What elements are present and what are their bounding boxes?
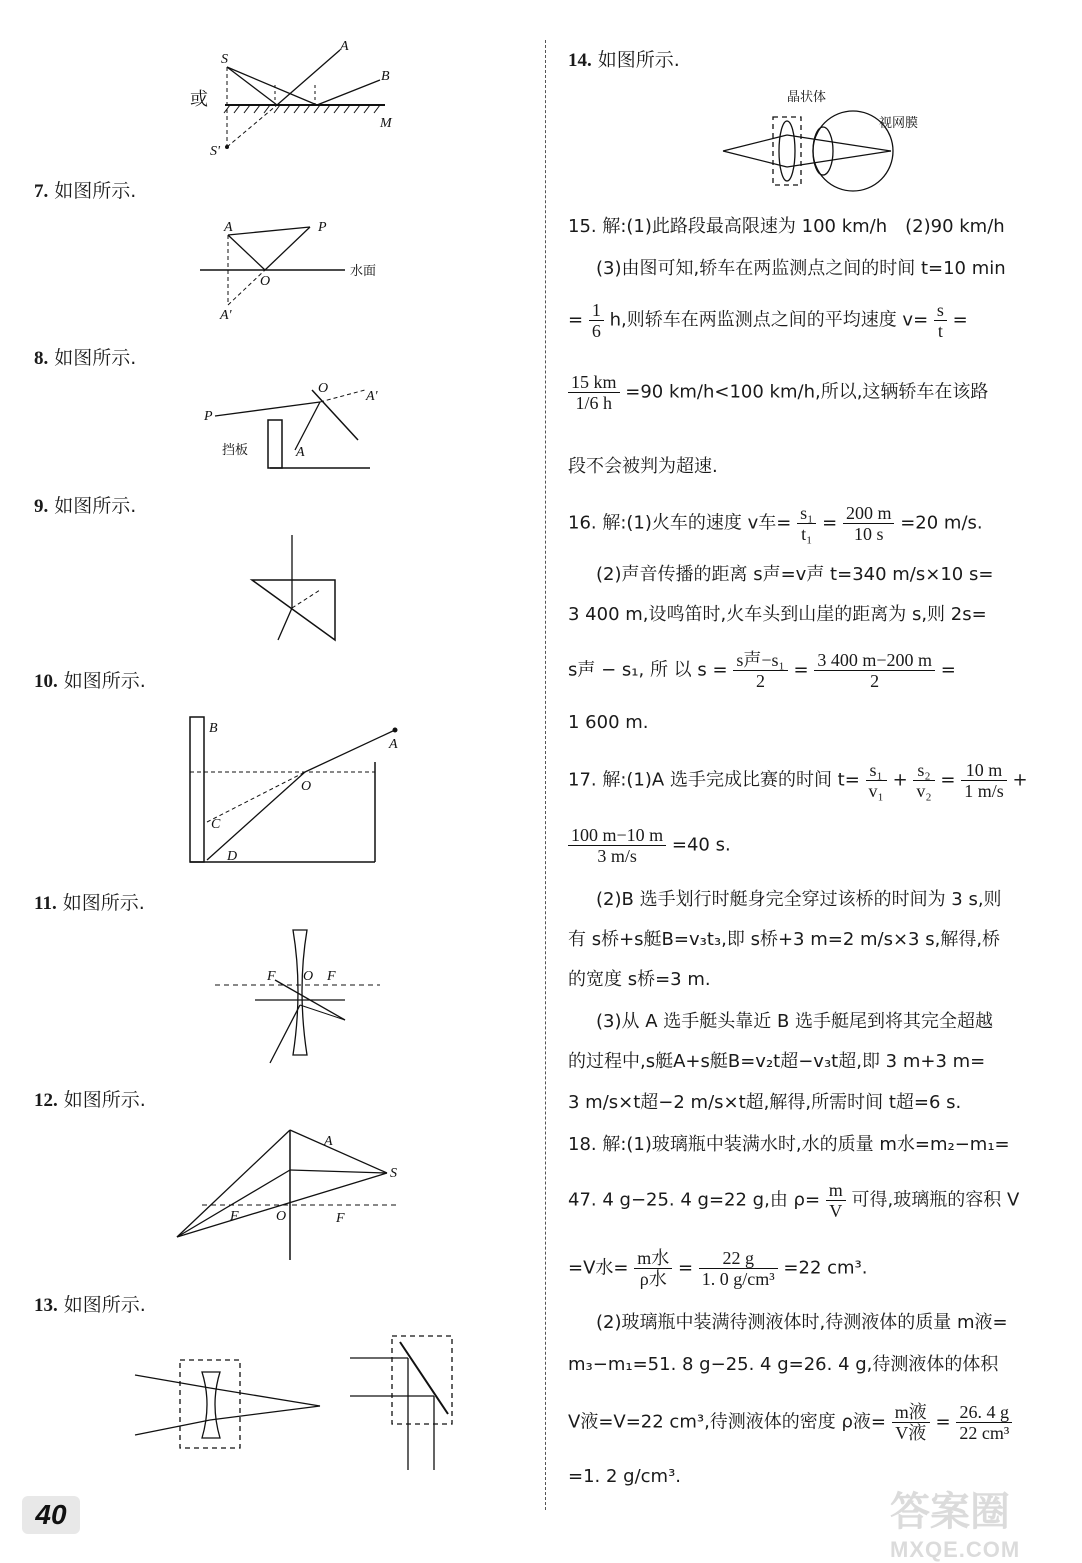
q15-line-5: 段不会被判为超速.: [568, 456, 718, 477]
q11-text: 如图所示.: [62, 892, 145, 914]
q17-line-7: 的过程中,s艇A+s艇B=v₂t超−v₃t超,即 3 m+3 m=: [568, 1051, 986, 1072]
right-column: [548, 0, 1082, 1559]
left-column: [0, 0, 540, 1559]
q10-label-O: O: [301, 779, 312, 794]
q15-line-4: $\frac{15 km}{1/6 h}$ =90 km/h<100 km/h,所以,这辆轿车在该路: [568, 372, 1070, 413]
q11-number: 11.: [34, 893, 57, 914]
q9-text: 如图所示.: [54, 495, 137, 517]
q12-heading: [34, 1085, 146, 1112]
figure-q8: [200, 380, 400, 480]
q8-label-A-prime: A': [366, 389, 378, 404]
q15-line-1: 15. 解:(1)此路段最高限速为 100 km/h (2)90 km/h: [568, 216, 1005, 237]
q9-number: 9.: [34, 496, 49, 517]
q17-line-3: (2)B 选手划行时艇身完全穿过该桥的时间为 3 s,则: [596, 889, 1002, 910]
q10-label-C: C: [211, 817, 221, 832]
label-B: B: [381, 69, 390, 84]
q15-line-3: = $\frac{1}{6}$ h,则轿车在两监测点之间的平均速度 v= $\frac{s}{t}$ =: [568, 300, 968, 341]
q18-line-6: V液=V=22 cm³,待测液体的密度 ρ液= $\frac{\text{m液}}{\text{V液}}$ = $\frac{26. 4 g}{\text{22 cm³}}$: [568, 1402, 1070, 1443]
q7-label-A: A: [224, 220, 233, 235]
q17-line-6: (3)从 A 选手艇头靠近 B 选手艇尾到将其完全超越: [596, 1011, 994, 1032]
q7-text: 如图所示.: [54, 180, 137, 202]
page-number: 40: [22, 1496, 80, 1534]
q10-label-B: B: [209, 721, 218, 736]
watermark: [890, 1480, 1070, 1562]
q8-heading: [34, 343, 136, 370]
q17-line-5: 的宽度 s桥=3 m.: [568, 969, 711, 990]
fig6-prefix: 或: [190, 89, 208, 110]
figure-q14: [723, 85, 923, 195]
q15-frac-3: $\frac{15 km}{1/6 h}$: [568, 372, 620, 413]
q15-frac-2: $\frac{s}{t}$: [934, 300, 947, 341]
q17-line-8: 3 m/s×t超−2 m/s×t超,解得,所需时间 t超=6 s.: [568, 1092, 962, 1113]
q16-line-5: 1 600 m.: [568, 712, 649, 733]
q12-label-A: A: [324, 1134, 333, 1149]
q11-label-O: O: [303, 969, 314, 984]
q7-number: 7.: [34, 181, 49, 202]
q12-number: 12.: [34, 1090, 58, 1111]
q17-line-1: 17. 解:(1)A 选手完成比赛的时间 t= $\frac{\text{s₁}}{\text{v₁}}$ + $\frac{\text{s₂}}{\text{v₂}}$ = $\frac{10 m}{1 m/s}$ +: [568, 760, 1028, 801]
q11-heading: [34, 888, 145, 915]
q8-number: 8.: [34, 348, 49, 369]
q10-heading: [34, 666, 146, 693]
figure-q7: [200, 215, 390, 325]
label-A: A: [340, 39, 349, 54]
q11-label-F2: F: [327, 969, 336, 984]
q18-line-1: 18. 解:(1)玻璃瓶中装满水时,水的质量 m水=m₂−m₁=: [568, 1134, 1010, 1155]
q18-line-5: m₃−m₁=51. 8 g−25. 4 g=26. 4 g,待测液体的体积: [568, 1354, 999, 1375]
q13-heading: [34, 1290, 146, 1317]
q17-line-2: $\frac{100 m-10 m}{3 m/s}$ =40 s.: [568, 825, 1070, 866]
q7-label-A-prime: A': [220, 308, 232, 323]
q7-label-P: P: [318, 220, 327, 235]
q16-line-3: 3 400 m,设鸣笛时,火车头到山崖的距离为 s,则 2s=: [568, 604, 987, 625]
q17-line-4: 有 s桥+s艇B=v₃t₃,即 s桥+3 m=2 m/s×3 s,解得,桥: [568, 929, 1001, 950]
q18-line-3: =V水= $\frac{\text{m水}}{\text{ρ水}}$ = $\frac{22 g}{\text{1. 0 g/cm³}}$ =22 cm³.: [568, 1248, 868, 1289]
q8-label-O: O: [318, 381, 329, 396]
q18-line-4: (2)玻璃瓶中装满待测液体时,待测液体的质量 m液=: [596, 1312, 1008, 1333]
q10-text: 如图所示.: [63, 670, 146, 692]
figure-q10: [185, 712, 415, 867]
q8-label-A: A: [296, 445, 305, 460]
figure-q12: [172, 1125, 412, 1265]
q12-label-O: O: [276, 1209, 287, 1224]
q14-heading: [568, 45, 680, 72]
q13-text: 如图所示.: [63, 1294, 146, 1316]
q14-label-lens: 晶状体: [787, 90, 827, 105]
q12-label-F1: F: [230, 1209, 239, 1224]
watermark-logo: 答案圈: [890, 1489, 1010, 1535]
q9-heading: [34, 491, 136, 518]
figure-6-alt: [185, 35, 405, 165]
q16-line-2: (2)声音传播的距离 s声=v声 t=340 m/s×10 s=: [596, 564, 994, 585]
q7-label-O: O: [260, 274, 271, 289]
figure-q9: [240, 530, 350, 655]
q18-line-7: =1. 2 g/cm³.: [568, 1466, 682, 1487]
q11-label-F1: F: [267, 969, 276, 984]
watermark-url: MXQE.COM: [890, 1537, 1021, 1562]
q16-line-4: s声 − s₁, 所 以 s = $\frac{\text{s声−s₁}}{2}$ = $\frac{3 400 m-200 m}{2}$ =: [568, 650, 956, 691]
q15-line-2: (3)由图可知,轿车在两监测点之间的时间 t=10 min: [596, 258, 1006, 279]
q12-label-F2: F: [336, 1211, 345, 1226]
q8-label-P: P: [204, 409, 213, 424]
label-S: S: [221, 52, 228, 67]
q14-text: 如图所示.: [597, 49, 680, 71]
q14-label-retina: 视网膜: [879, 116, 919, 131]
q8-label-board: 挡板: [222, 443, 249, 458]
q14-number: 14.: [568, 50, 592, 71]
q10-label-D: D: [227, 849, 238, 864]
label-S-prime: S': [210, 144, 220, 159]
q18-line-2: 47. 4 g−25. 4 g=22 g,由 ρ= $\frac{m}{V}$ 可得,玻璃瓶的容积 V: [568, 1180, 1020, 1221]
q12-text: 如图所示.: [63, 1089, 146, 1111]
figure-q11: [215, 925, 385, 1065]
q7-label-water: 水面: [350, 264, 377, 279]
q16-line-1: 16. 解:(1)火车的速度 v车= $\frac{\text{s₁}}{\text{t₁}}$ = $\frac{200 m}{10 s}$ =20 m/s.: [568, 503, 983, 544]
q15-frac-1: $\frac{1}{6}$: [589, 300, 604, 341]
q8-text: 如图所示.: [54, 347, 137, 369]
label-M: M: [380, 116, 392, 131]
figure-q13: [130, 1330, 470, 1480]
q10-label-A: A: [389, 737, 398, 752]
column-divider: [545, 40, 546, 1510]
q12-label-S: S: [390, 1166, 397, 1181]
q13-number: 13.: [34, 1295, 58, 1316]
q10-number: 10.: [34, 671, 58, 692]
q7-heading: [34, 176, 136, 203]
